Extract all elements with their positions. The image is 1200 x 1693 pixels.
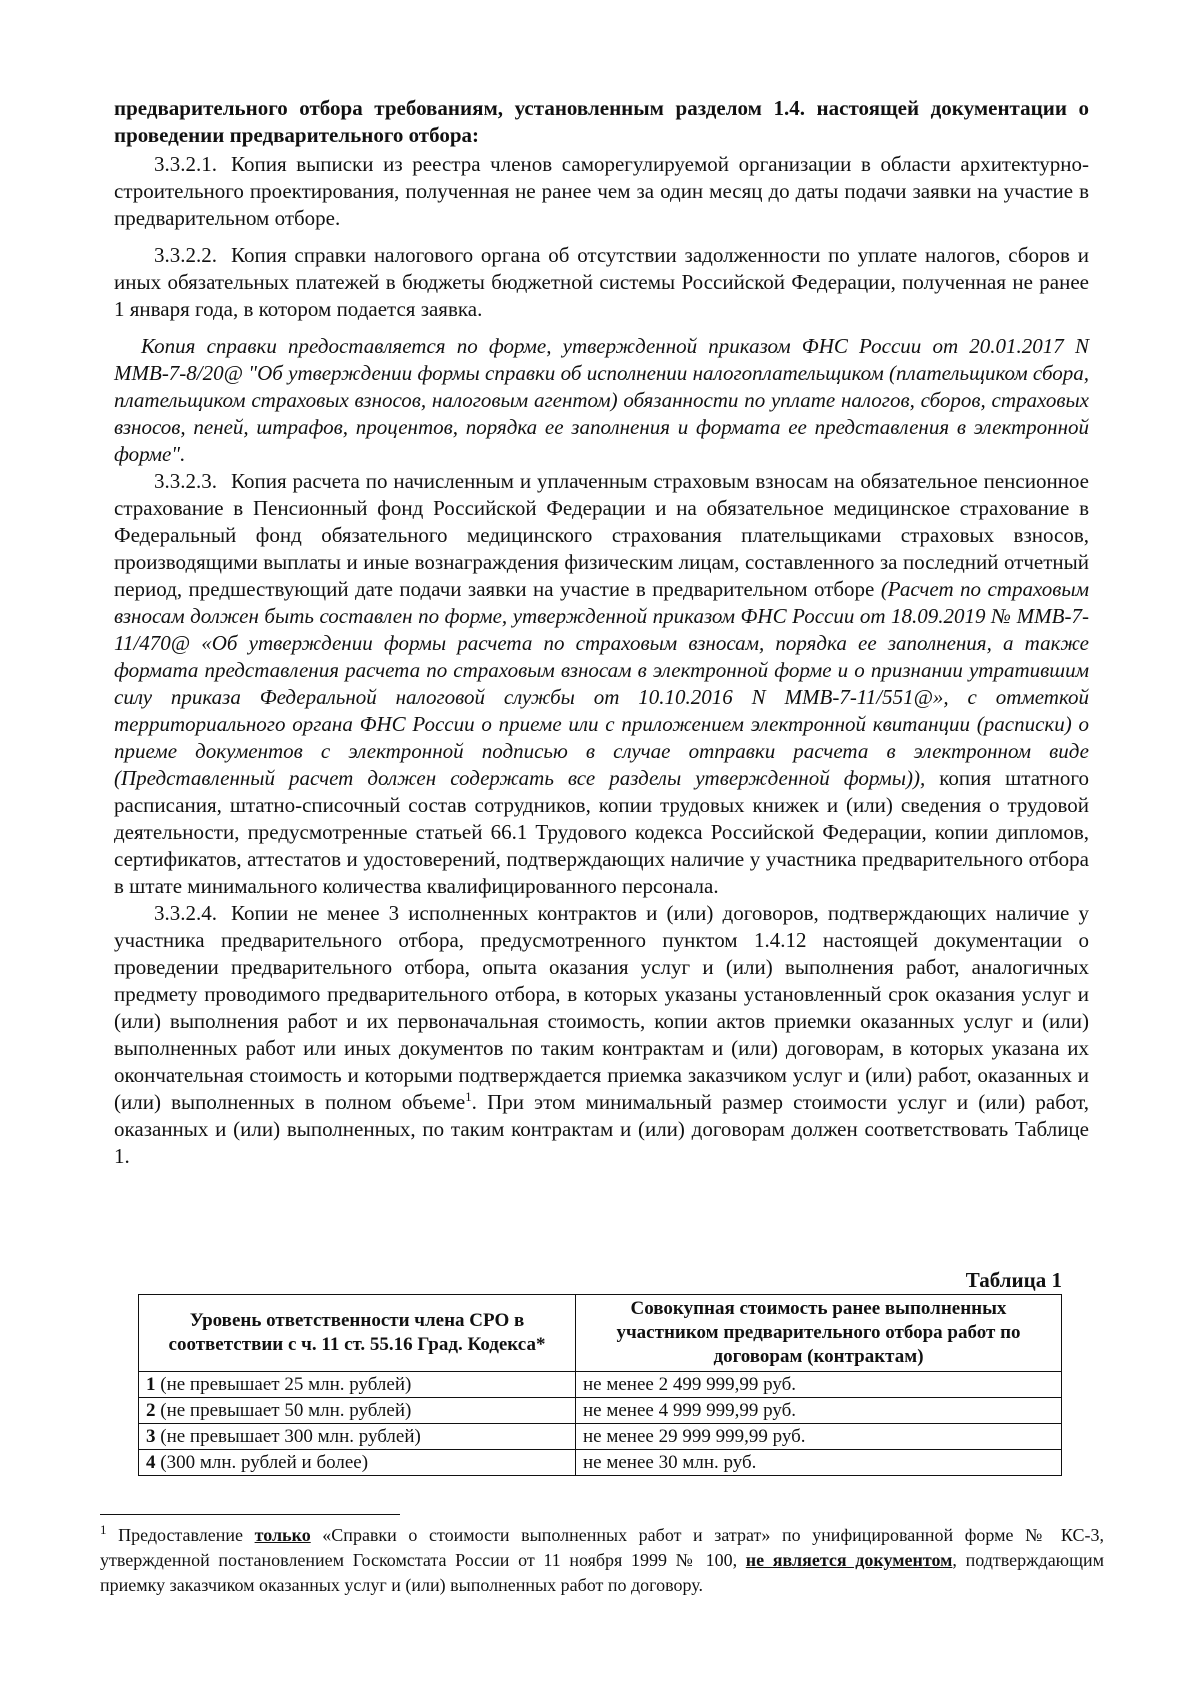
level-description: (не превышает 25 млн. рублей) xyxy=(155,1373,412,1395)
item-text: Копии не менее 3 исполненных контрактов и (или) договоров, подтверждающих наличие у участника предварительного отбора, предусмотренного пунктом 1.4.12 настоящей документации о проведении предварительного отбора, опыта оказания услуг и (или) выполнения работ, аналогичных предмету проводимого предварительного отбора, в которых указаны установленный срок оказания услуг и (или) выполнения работ и их первоначальная стоимость, копии актов приемки оказанных услуг и (или) выполненных работ или иных документов по таким контрактам и (или) договорам, в которых указана их окончательная стоимость и которыми подтверждается приемка заказчиком услуг и (или) работ, оказанных и (или) выполненных в полном объеме xyxy=(114,901,1089,1114)
item-3323 xyxy=(114,468,1089,900)
level-cell xyxy=(139,1424,576,1450)
cost-cell: не менее 4 999 999,99 руб. xyxy=(576,1398,1062,1424)
document-body xyxy=(114,151,1089,1170)
level-number: 3 xyxy=(146,1425,156,1447)
item-number: 3.3.2.3. xyxy=(154,469,217,493)
table-header-cell: Совокупная стоимость ранее выполненных участником предварительного отбора работ по договорам (контрактам) xyxy=(576,1295,1062,1372)
item-text: Копия справки налогового органа об отсутствии задолженности по уплате налогов, сборов и иных обязательных платежей в бюджеты бюджетной системы Российской Федерации, полученная не ранее 1 января года, в котором подается заявка. xyxy=(114,243,1089,321)
footnote-emphasis: только xyxy=(254,1525,311,1545)
footnote-separator xyxy=(100,1514,400,1515)
table-row xyxy=(139,1372,1062,1398)
section-heading: предварительного отбора требованиям, установленным разделом 1.4. настоящей документации о проведении предварительного отбора: xyxy=(114,96,1089,147)
item-3321 xyxy=(114,151,1089,232)
cost-cell: не менее 30 млн. руб. xyxy=(576,1450,1062,1476)
level-cell xyxy=(139,1372,576,1398)
level-number: 4 xyxy=(146,1451,156,1473)
footnote-mark: 1 xyxy=(100,1522,107,1537)
footnote-text: , подтверждающим приемку заказчиком оказанных услуг и (или) выполненных работ по договору. xyxy=(100,1550,1105,1595)
item-3322-note: Копия справки предоставляется по форме, утвержденной приказом ФНС России от 20.01.2017 N ММВ-7-8/20@ "Об утверждении формы справки об исполнении налогоплательщиком (плательщиком сбора, плательщиком страховых взносов, налоговым агентом) обязанности по уплате налогов, сборов, страховых взносов, пеней, штрафов, процентов, порядка ее заполнения и формата ее представления в электронной форме". xyxy=(114,334,1089,466)
table-caption: Таблица 1 xyxy=(965,1268,1062,1292)
footnote xyxy=(100,1523,1104,1598)
cost-cell: не менее 29 999 999,99 руб. xyxy=(576,1424,1062,1450)
table-row xyxy=(139,1450,1062,1476)
footnote-text: Предоставление xyxy=(106,1525,255,1545)
table-row xyxy=(139,1398,1062,1424)
footnote-text: «Справки о стоимости выполненных работ и затрат» по унифицированной форме № КС-3, утвержденной постановлением Госкомстата России от 11 ноября 1999 № 100, xyxy=(100,1525,1104,1570)
item-text: Копия выписки из реестра членов саморегулируемой организации в области архитектурно-строительного проектирования, полученная не ранее чем за один месяц до даты подачи заявки на участие в предварительном отборе. xyxy=(114,152,1089,230)
item-text: . При этом минимальный размер стоимости услуг и (или) работ, оказанных и (или) выполненных, по таким контрактам и (или) договорам должен соответствовать Таблице 1. xyxy=(114,1090,1089,1168)
cost-table xyxy=(138,1294,1062,1476)
item-3324 xyxy=(114,900,1089,1170)
item-number: 3.3.2.1. xyxy=(154,152,217,176)
item-text: копия штатного расписания, штатно-списочный состав сотрудников, копии трудовых книжек и (или) сведения о трудовой деятельности, предусмотренные статьей 66.1 Трудового кодекса Российской Федерации, копии дипломов, сертификатов, аттестатов и удостоверений, подтверждающих наличие у участника предварительного отбора в штате минимального количества квалифицированного персонала. xyxy=(114,766,1089,898)
item-3322 xyxy=(114,242,1089,323)
table-header-cell: Уровень ответственности члена СРО в соответствии с ч. 11 ст. 55.16 Град. Кодекса* xyxy=(139,1295,576,1372)
level-cell xyxy=(139,1450,576,1476)
item-number: 3.3.2.4. xyxy=(154,901,217,925)
level-number: 2 xyxy=(146,1399,156,1421)
item-text-italic: (Расчет по страховым взносам должен быть составлен по форме, утвержденной приказом ФНС России от 18.09.2019 № ММВ-7-11/470@ «Об утверждении формы расчета по страховым взносам, порядка ее заполнения, а также формата представления расчета по страховым взносам в электронной форме и о признании утратившим силу приказа Федеральной налоговой службы от 10.10.2016 N ММВ-7-11/551@», с отметкой территориального органа ФНС России о приеме или с приложением электронной квитанции (расписки) о приеме документов с электронной подписью в случае отправки расчета в электронном виде (Представленный расчет должен содержать все разделы утвержденной формы)), xyxy=(114,577,1089,790)
level-description: (не превышает 300 млн. рублей) xyxy=(155,1425,421,1447)
item-number: 3.3.2.2. xyxy=(154,243,217,267)
table-row xyxy=(139,1424,1062,1450)
footnote-emphasis: не является документом xyxy=(745,1550,953,1570)
table-header-row xyxy=(139,1295,1062,1372)
level-cell xyxy=(139,1398,576,1424)
cost-cell: не менее 2 499 999,99 руб. xyxy=(576,1372,1062,1398)
level-description: (300 млн. рублей и более) xyxy=(155,1451,369,1473)
footnote-ref: 1 xyxy=(465,1089,472,1104)
item-text: Копия расчета по начисленным и уплаченным страховым взносам на обязательное пенсионное страхование в Пенсионный фонд Российской Федерации и на обязательное медицинское страхование в Федеральный фонд обязательного медицинского страхования плательщиками страховых взносов, производящими выплаты и иные вознаграждения физическим лицам, составленного за последний отчетный период, предшествующий дате подачи заявки на участие в предварительном отборе xyxy=(114,469,1089,601)
level-description: (не превышает 50 млн. рублей) xyxy=(155,1399,412,1421)
level-number: 1 xyxy=(146,1373,156,1395)
